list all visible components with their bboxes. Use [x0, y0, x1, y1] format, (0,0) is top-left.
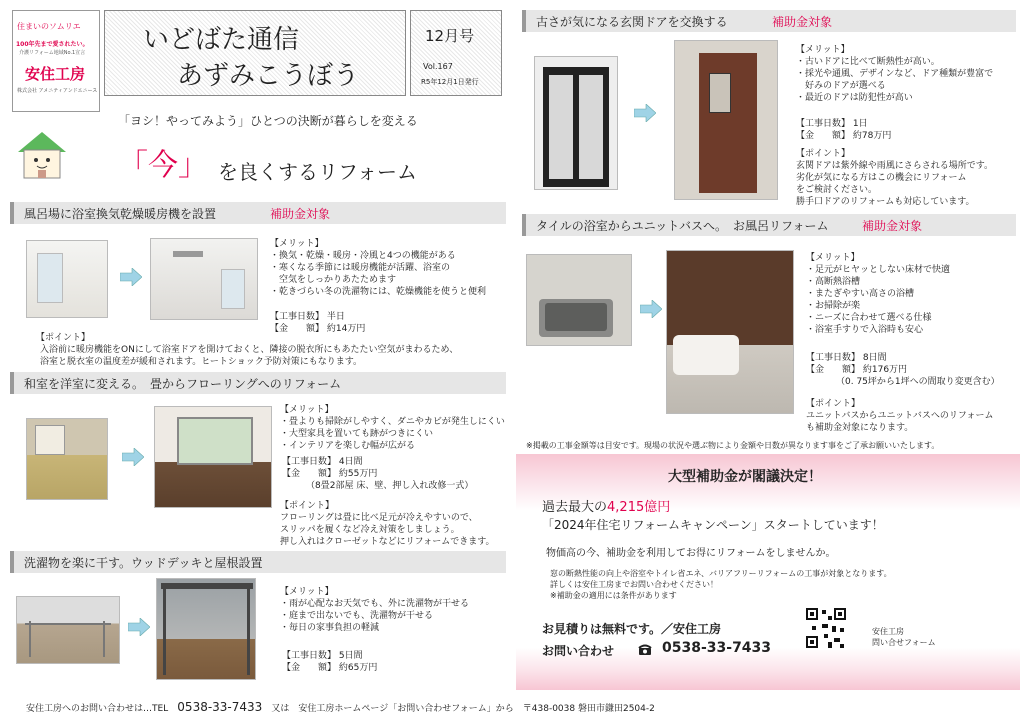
unitbath-merit: ・浴室手すりで入浴時も安心	[806, 325, 924, 335]
door-point: をご検討ください。	[796, 185, 878, 195]
qr-label-2: 問い合せフォーム	[872, 638, 936, 647]
washitsu-days: 【工事日数】 4日間	[282, 457, 363, 467]
door-merit: 好みのドアが選べる	[796, 81, 886, 91]
campaign-line3: 物価高の今、補助金を利用してお得にリフォームをしませんか。	[546, 548, 836, 559]
campaign-line5: 詳しくは安住工房までお問い合わせください！	[550, 580, 718, 589]
unitbath-merit: ・お掃除が楽	[806, 301, 861, 311]
bath-dryer-point-label: 【ポイント】	[36, 333, 91, 343]
unitbath-point-label: 【ポイント】	[806, 399, 861, 409]
door-point: 玄関ドアは紫外線や雨風にさらされる場所です。	[796, 161, 994, 171]
issue-date: R5年12月1日発行	[421, 78, 479, 86]
unitbath-subsidy: 補助金対象	[862, 219, 923, 233]
issue-month: 12月号	[425, 27, 475, 45]
campaign-panel	[516, 454, 1020, 690]
unitbath-price-note: （0. 75坪から1坪への間取り変更含む）	[836, 377, 1000, 387]
campaign-contact-label: お問い合わせ	[542, 644, 615, 658]
arrow-right-icon	[640, 300, 662, 318]
hero-tagline: 「ヨシ！やってみよう」ひとつの決断が暮らしを変える	[118, 114, 418, 128]
wooddeck-merit: ・庭まで出ないでも、洗濯物が干せる	[280, 611, 434, 621]
bath-dryer-heading	[10, 202, 506, 224]
unitbath-merit-label: 【メリット】	[806, 253, 860, 263]
campaign-contact-tel: 0538-33-7433	[662, 640, 772, 656]
washitsu-point-label: 【ポイント】	[280, 501, 335, 511]
wooddeck-price: 【金 額】 約65万円	[282, 663, 378, 673]
logo-company: 株式会社 アメニティアンドエニース	[17, 88, 98, 94]
logo-line1: 住まいのソムリエ	[17, 22, 81, 31]
bath-dryer-point: 浴室と脱衣室の温度差が緩和されます。ヒートショック予防対策にもなります。	[40, 357, 363, 367]
footer	[26, 696, 1016, 716]
campaign-line2: 「2024年住宅リフォームキャンペーン」スタートしています！	[542, 518, 884, 532]
bath-dryer-price: 【金 額】 約14万円	[270, 324, 366, 334]
washitsu-point: フローリングは畳に比べ足元が冷えやすいので、	[280, 513, 478, 523]
bath-dryer-days: 【工事日数】 半日	[270, 312, 345, 322]
qr-code-icon[interactable]	[804, 606, 848, 650]
unitbath-heading	[522, 214, 1016, 236]
door-point: 勝手口ドアのリフォームも対応しています。	[796, 197, 975, 207]
arrow-right-icon	[128, 618, 150, 636]
unitbath-after-photo	[666, 250, 794, 414]
door-days: 【工事日数】 1日	[796, 119, 868, 129]
door-merit: ・採光や通風、デザインなど、ドア種類が豊富で	[796, 69, 994, 79]
door-before-photo	[534, 56, 618, 190]
phone-icon	[638, 644, 652, 656]
washitsu-heading	[10, 372, 506, 394]
door-point-label: 【ポイント】	[796, 149, 851, 159]
campaign-line1-pre: 過去最大の	[542, 500, 608, 515]
campaign-estimate: お見積りは無料です。／安住工房	[542, 622, 722, 636]
logo-line3: 介護リフォーム地域No.1宣言	[19, 50, 86, 56]
issue-volume: Vol.167	[423, 62, 453, 71]
bath-dryer-title: 風呂場に浴室換気乾燥暖房機を設置	[24, 207, 217, 221]
qr-label-1: 安住工房	[872, 627, 904, 636]
hero-rest: を良くするリフォーム	[218, 160, 417, 184]
house-mascot-icon	[14, 128, 70, 184]
bath-dryer-before-photo	[26, 240, 108, 318]
wooddeck-merit: ・毎日の家事負担の軽減	[280, 623, 380, 633]
unitbath-merit: ・またぎやすい高さの浴槽	[806, 289, 915, 299]
bath-dryer-merit-label: 【メリット】	[270, 239, 324, 249]
washitsu-merit: ・インテリアを楽しむ幅が広がる	[280, 441, 416, 451]
footer-text2: 又は 安住工房ホームページ「お問い合わせフォーム」から 〒438-0038 磐田市鎌田2504-2	[271, 704, 655, 714]
washitsu-merit: ・畳よりも掃除がしやすく、ダニやカビが発生しにくい	[280, 417, 505, 427]
footer-text1: 安住工房へのお問い合わせは…TEL	[26, 704, 169, 714]
bath-dryer-merit: 空気をしっかりあたためます	[270, 275, 397, 285]
unitbath-days: 【工事日数】 8日間	[806, 353, 887, 363]
wooddeck-merit-label: 【メリット】	[280, 587, 334, 597]
logo-name: 安住工房	[25, 65, 86, 83]
washitsu-price: 【金 額】 約55万円	[282, 469, 378, 479]
wooddeck-merit: ・雨が心配なお天気でも、外に洗濯物が干せる	[280, 599, 470, 609]
unitbath-price: 【金 額】 約176万円	[806, 365, 908, 375]
door-subsidy: 補助金対象	[772, 15, 833, 29]
washitsu-point: 押し入れはクローゼットなどにリフォームできます。	[280, 537, 495, 547]
washitsu-merit-label: 【メリット】	[280, 405, 334, 415]
unitbath-merit: ・高断熱浴槽	[806, 277, 861, 287]
arrow-right-icon	[120, 268, 142, 286]
door-heading	[522, 10, 1016, 32]
campaign-headline: 大型補助金が閣議決定！	[668, 469, 822, 485]
wooddeck-days: 【工事日数】 5日間	[282, 651, 363, 661]
unitbath-before-photo	[526, 254, 632, 346]
logo-line2: 100年先まで愛されたい。	[16, 41, 89, 48]
bath-dryer-subsidy: 補助金対象	[270, 207, 331, 221]
title-line1: いどばた通信	[143, 25, 300, 55]
wooddeck-before-photo	[16, 596, 120, 664]
campaign-line1	[542, 496, 670, 515]
door-merit-label: 【メリット】	[796, 45, 850, 55]
door-after-photo	[674, 40, 778, 200]
door-point: 劣化が気になる方はこの機会にリフォーム	[796, 173, 967, 183]
washitsu-before-photo	[26, 418, 108, 500]
campaign-amount: 4,215億円	[607, 500, 671, 515]
washitsu-point: スリッパを履くなど冷え対策をしましょう。	[280, 525, 460, 535]
wooddeck-title: 洗濯物を楽に干す。ウッドデッキと屋根設置	[24, 556, 263, 570]
footer-tel: 0538-33-7433	[177, 700, 263, 714]
disclaimer: ※掲載の工事金額等は目安です。現場の状況や選ぶ物により金額や日数が異なります事をご了承お願いいたします。	[526, 441, 940, 450]
campaign-line4: 窓の断熱性能の向上や浴室やトイレ省エネ、バリアフリーリフォームの工事が対象となります。	[550, 569, 892, 578]
door-price: 【金 額】 約78万円	[796, 131, 892, 141]
door-title: 古さが気になる玄関ドアを交換する	[536, 15, 728, 29]
unitbath-point: ユニットバスからユニットバスへのリフォーム	[806, 411, 994, 421]
title-box	[104, 10, 406, 96]
bath-dryer-merit: ・乾きづらい冬の洗濯物には、乾燥機能を使うと便利	[270, 287, 487, 297]
bath-dryer-after-photo	[150, 238, 258, 320]
door-merit: ・古いドアに比べて断熱性が高い。	[796, 57, 940, 67]
washitsu-title: 和室を洋室に変える。 畳からフローリングへのリフォーム	[24, 377, 342, 391]
title-line2: あずみこうぼう	[177, 61, 360, 91]
issue-box	[410, 10, 502, 96]
washitsu-price-note: （8畳2部屋 床、壁、押し入れ改修一式）	[306, 481, 474, 491]
bath-dryer-merit: ・寒くなる季節には暖房機能が活躍、浴室の	[270, 263, 451, 273]
door-merit: ・最近のドアは防犯性が高い	[796, 93, 913, 103]
logo-box	[12, 10, 100, 112]
unitbath-merit: ・足元がヒヤッとしない床材で快適	[806, 265, 951, 275]
arrow-right-icon	[634, 104, 656, 122]
unitbath-merit: ・ニーズに合わせて選べる仕様	[806, 313, 932, 323]
arrow-right-icon	[122, 448, 144, 466]
unitbath-point: も補助金対象になります。	[806, 423, 914, 433]
washitsu-after-photo	[154, 406, 272, 508]
washitsu-merit: ・大型家具を置いても跡がつきにくい	[280, 429, 434, 439]
hero-emph: 「今」	[118, 148, 208, 183]
campaign-line6: ※補助金の適用には条件があります	[550, 591, 677, 600]
wooddeck-after-photo	[156, 578, 256, 680]
wooddeck-heading	[10, 551, 506, 573]
unitbath-title: タイルの浴室からユニットバスへ。 お風呂リフォーム	[536, 219, 829, 233]
bath-dryer-point: 入浴前に暖房機能をONにして浴室ドアを開けておくと、隣接の脱衣所にもあたたい空気がまわるため、	[40, 345, 459, 355]
bath-dryer-merit: ・換気・乾燥・暖房・冷風と4つの機能がある	[270, 251, 456, 261]
